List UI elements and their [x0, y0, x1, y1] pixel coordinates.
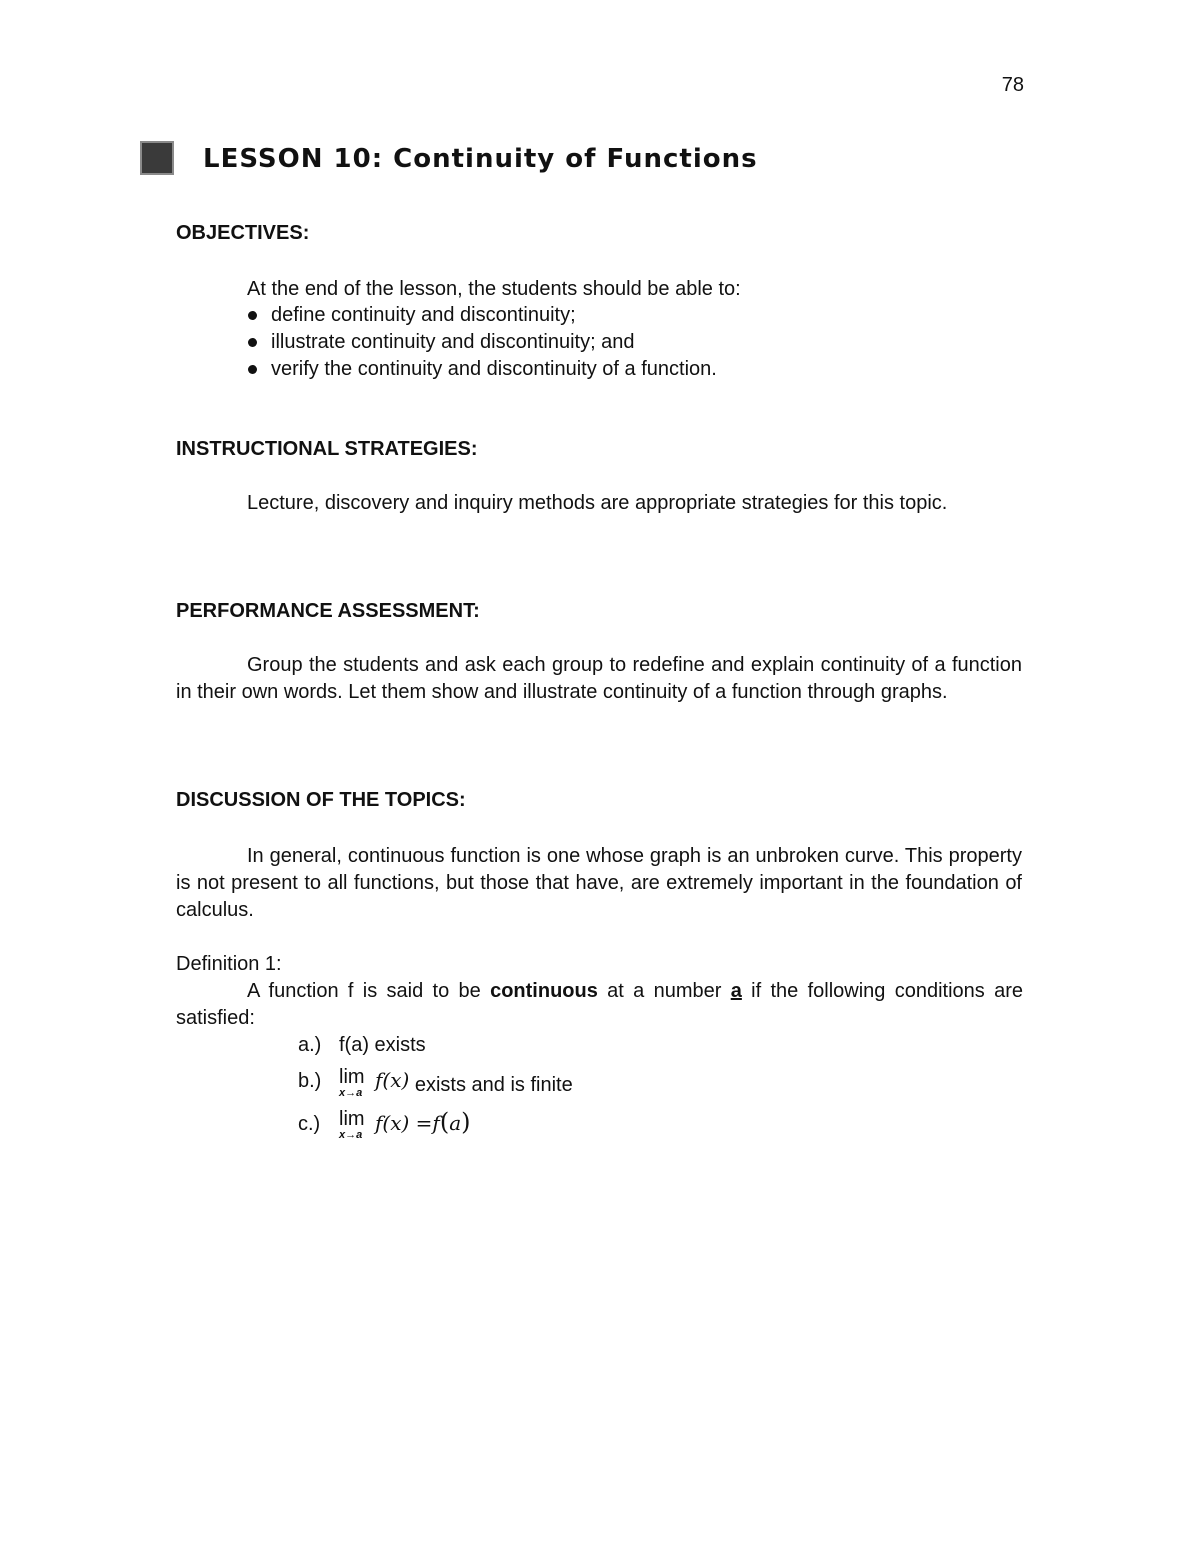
limit-expression: f(x) — [375, 1068, 410, 1092]
limit-equation: f(x) =f(a) — [375, 1108, 471, 1136]
bullet-icon — [248, 365, 257, 374]
condition-c — [298, 1108, 471, 1141]
objectives-list — [247, 302, 717, 383]
definition-text: A function f is said to be continuous at a number a if the following conditions are satisfied: — [176, 980, 1024, 1029]
condition-b — [298, 1066, 573, 1099]
assessment-paragraph: Group the students and ask each group to redefine and explain continuity of a function in their own words. Let them show and illustrate continuity of a function through graphs. — [176, 654, 1022, 703]
limit-notation: lim x→a — [339, 1108, 365, 1141]
objectives-intro: At the end of the lesson, the students should be able to: — [247, 278, 741, 300]
list-item: illustrate continuity and discontinuity; and — [247, 329, 717, 356]
discussion-paragraph: In general, continuous function is one whose graph is an unbroken curve. This property is not present to all functions, but those that have, are extremely important in the foundation of calculus. — [176, 845, 1022, 921]
condition-c-label: c.) — [298, 1113, 321, 1135]
page-number: 78 — [1001, 74, 1024, 96]
bullet-icon — [248, 311, 257, 320]
continuous-term: continuous — [490, 980, 598, 1002]
variable-a: a — [730, 980, 742, 1002]
condition-a-label: a.) — [298, 1034, 322, 1056]
definition-label: Definition 1: — [176, 953, 282, 975]
objectives-heading: OBJECTIVES: — [176, 222, 310, 244]
condition-a-text: f(a) exists — [339, 1034, 426, 1056]
list-item: define continuity and discontinuity; — [247, 302, 717, 329]
limit-notation: lim x→a — [339, 1066, 365, 1099]
lesson-title: LESSON 10: Continuity of Functions — [203, 144, 758, 174]
condition-b-text: exists and is finite — [414, 1074, 573, 1096]
condition-b-label: b.) — [298, 1070, 322, 1092]
lesson-marker-square — [140, 141, 174, 175]
discussion-heading: DISCUSSION OF THE TOPICS: — [176, 789, 466, 811]
condition-a — [298, 1034, 426, 1057]
strategies-heading: INSTRUCTIONAL STRATEGIES: — [176, 438, 478, 460]
bullet-icon — [248, 338, 257, 347]
list-item: verify the continuity and discontinuity of a function. — [247, 356, 717, 383]
assessment-heading: PERFORMANCE ASSESSMENT: — [176, 600, 480, 622]
strategies-paragraph: Lecture, discovery and inquiry methods are appropriate strategies for this topic. — [247, 492, 948, 514]
